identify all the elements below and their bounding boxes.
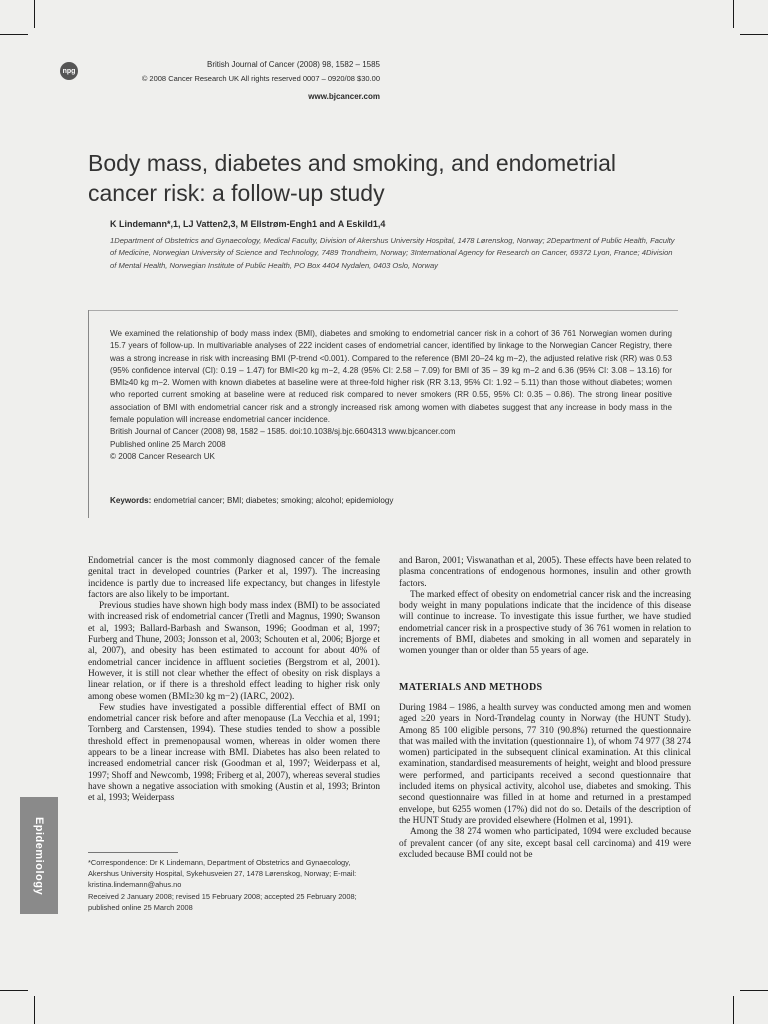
body-column-left [88, 556, 380, 805]
body-paragraph: Previous studies have shown high body mass index (BMI) to be associated with increased risk of endometrial cancer (Tretli and Magnus, 1990; Swanson et al, 1993; Ballard-Barbash and Swanson, 1996; Goodman et al, 1997; Furberg and Thune, 2003; Jonsson et al, 2003; Schouten et al, 2006; Bjorge et al, 2007), and obesity has been estimated to account for about 40% of endometrial cancer incidence in affluent societies (Bergstrom et al, 2001). However, it is still not clear whether the effect of obesity on risk displays a linear relation, or if there is a threshold effect leading to higher risk only among obese women (BMI≥30 kg m−2) (IARC, 2002). [88, 601, 380, 702]
article-title: Body mass, diabetes and smoking, and endometrial cancer risk: a follow-up study [88, 150, 617, 206]
body-paragraph: The marked effect of obesity on endometrial cancer risk and the increasing body weight in many populations indicate that the incidence of this disease will continue to increase. To investigate this issue further, we have studied endometrial cancer risk in a prospective study of 36 761 women in relation to increments of BMI, diabetes and smoking in all women and separately in women younger than or older than 55 years of age. [399, 589, 691, 657]
crop-mark [34, 0, 35, 28]
body-paragraph: Among the 38 274 women who participated, 1094 were excluded because of prevalent cancer (of any site, except basal cell carcinoma) and 419 were excluded because BMI could not be [399, 827, 691, 860]
section-tab-label: Epidemiology [33, 816, 45, 895]
keywords-list: endometrial cancer; BMI; diabetes; smoking; alcohol; epidemiology [153, 496, 394, 505]
abstract-citation: British Journal of Cancer (2008) 98, 1582 – 1585. doi:10.1038/sj.bjc.6604313 www.bjcancer.com [110, 427, 456, 437]
abstract-copyright: © 2008 Cancer Research UK [110, 451, 215, 461]
abstract-border [88, 310, 89, 518]
body-paragraph: Few studies have investigated a possible differential effect of BMI on endometrial cancer risk before and after menopause (La Vecchia et al, 1991; Tornberg and Carstensen, 1994). These studies tended to show a possible threshold effect in premenopausal women, whereas in older women there appears to be a linear increase with BMI. Diabetes has also been related to increased endometrial cancer risk (Goodman et al, 1997; Weiderpass et al, 1997; Shoff and Newcomb, 1998; Friberg et al, 2007), whereas several studies have shown a negative association with smoking (Austin et al, 1993; Brinton et al, 1993; Weiderpass [88, 702, 380, 804]
keywords-label: Keywords: [110, 496, 152, 505]
body-paragraph: Endometrial cancer is the most commonly diagnosed cancer of the female genital tract in developed countries (Parker et al, 1997). The increasing incidence is partly due to increased life expectancy, but changes in lifestyle factors are also likely to be important. [88, 556, 380, 600]
published-date: Published online 25 March 2008 [110, 439, 226, 449]
section-tab-label-wrap [20, 797, 58, 914]
crop-mark [740, 34, 768, 35]
author-affiliations: 1Department of Obstetrics and Gynaecology, Medical Faculty, Division of Akershus University Hospital, 1478 Lørenskog, Norway; 2Department of Public Health, Faculty of Medicine, Norwegian University of Science and Technology, 7489 Trondheim, Norway; 3International Agency for Research on Cancer, 69372 Lyon, France; 4Division of Mental Health, Norwegian Institute of Public Health, PO Box 4404 Nydalen, 0403 Oslo, Norway [110, 236, 675, 270]
copyright-line: © 2008 Cancer Research UK All rights reserved 0007 – 0920/08 $30.00 [141, 74, 380, 83]
abstract [110, 328, 672, 463]
abstract-divider [88, 310, 678, 311]
body-paragraph: and Baron, 2001; Viswanathan et al, 2005). These effects have been related to plasma concentrations of endogenous hormones, insulin and other growth factors. [399, 556, 691, 589]
abstract-body: We examined the relationship of body mass index (BMI), diabetes and smoking to endometrial cancer risk in a cohort of 36 761 Norwegian women during 15.7 years of follow-up. In multivariable analyses of 222 incident cases of endometrial cancer, identified by linkage to the Norwegian Cancer Registry, there was a strong increase in risk with increasing BMI (P-trend <0.001). Compared to the reference (BMI 20–24 kg m−2), the adjusted relative risk (RR) was 0.53 (95% confidence interval (CI): 0.19 – 1.47) for BMI<20 kg m−2, 4.28 (95% CI: 2.58 – 7.09) for BMI of 35 – 39 kg m−2 and 6.36 (95% CI: 3.08 – 13.16) for BMI≥40 kg m−2. Women with known diabetes at baseline were at three-fold higher risk (RR 3.13, 95% CI: 1.92 – 5.11) than those without diabetes; women who reported current smoking at baseline were at reduced risk compared to never smokers (RR 0.55, 95% CI: 0.35 – 0.86). The strong linear positive association of BMI with endometrial cancer risk and a strongly increased risk among women with diabetes suggest that any increase in body mass in the female population will increase endometrial cancer incidence. [110, 329, 672, 425]
received-dates: Received 2 January 2008; revised 15 February 2008; accepted 25 February 2008; published online 25 March 2008 [88, 891, 357, 912]
crop-mark [0, 990, 28, 991]
body-paragraph: During 1984 – 1986, a health survey was conducted among men and women aged ≥20 years in Nord-Trøndelag county in Norway (the HUNT Study). Among 85 100 eligible persons, 77 310 (90.8%) returned the questionnaire that was mailed with the invitation (questionnaire 1), of whom 74 977 (38 274 women) participated in the subsequent clinical examination. At this clinical examination, standardised measurements of height, weight and blood pressure were performed, and participants received a second questionnaire that included items on physical activity, alcohol use, diabetes and smoking. This second questionnaire was filled in at home and returned in a prestamped envelope, but 6255 women (17%) did not do so. Details of the description of the HUNT Study are provided elsewhere (Holmen et al, 1991). [399, 702, 691, 826]
footnote-divider [88, 852, 178, 853]
journal-line: British Journal of Cancer (2008) 98, 1582 – 1585 [207, 60, 380, 69]
keywords [110, 496, 672, 505]
crop-mark [733, 0, 734, 28]
correspondence-note: *Correspondence: Dr K Lindemann, Department of Obstetrics and Gynaecology, Akershus University Hospital, Sykehusveien 27, 1478 Lørenskog, Norway; E-mail: kristina.lindemann@ahus.no [88, 858, 357, 890]
body-column-right [399, 556, 691, 861]
methods-heading: MATERIALS AND METHODS [399, 681, 543, 693]
journal-website-link[interactable]: www.bjcancer.com [308, 92, 380, 101]
crop-mark [740, 990, 768, 991]
crop-mark [34, 996, 35, 1024]
author-list: K Lindemann*,1, LJ Vatten2,3, M Ellstrøm-Engh1 and A Eskild1,4 [110, 219, 386, 229]
crop-mark [0, 34, 28, 35]
crop-mark [733, 996, 734, 1024]
npg-logo: npg [60, 62, 78, 80]
footnotes [88, 857, 380, 913]
